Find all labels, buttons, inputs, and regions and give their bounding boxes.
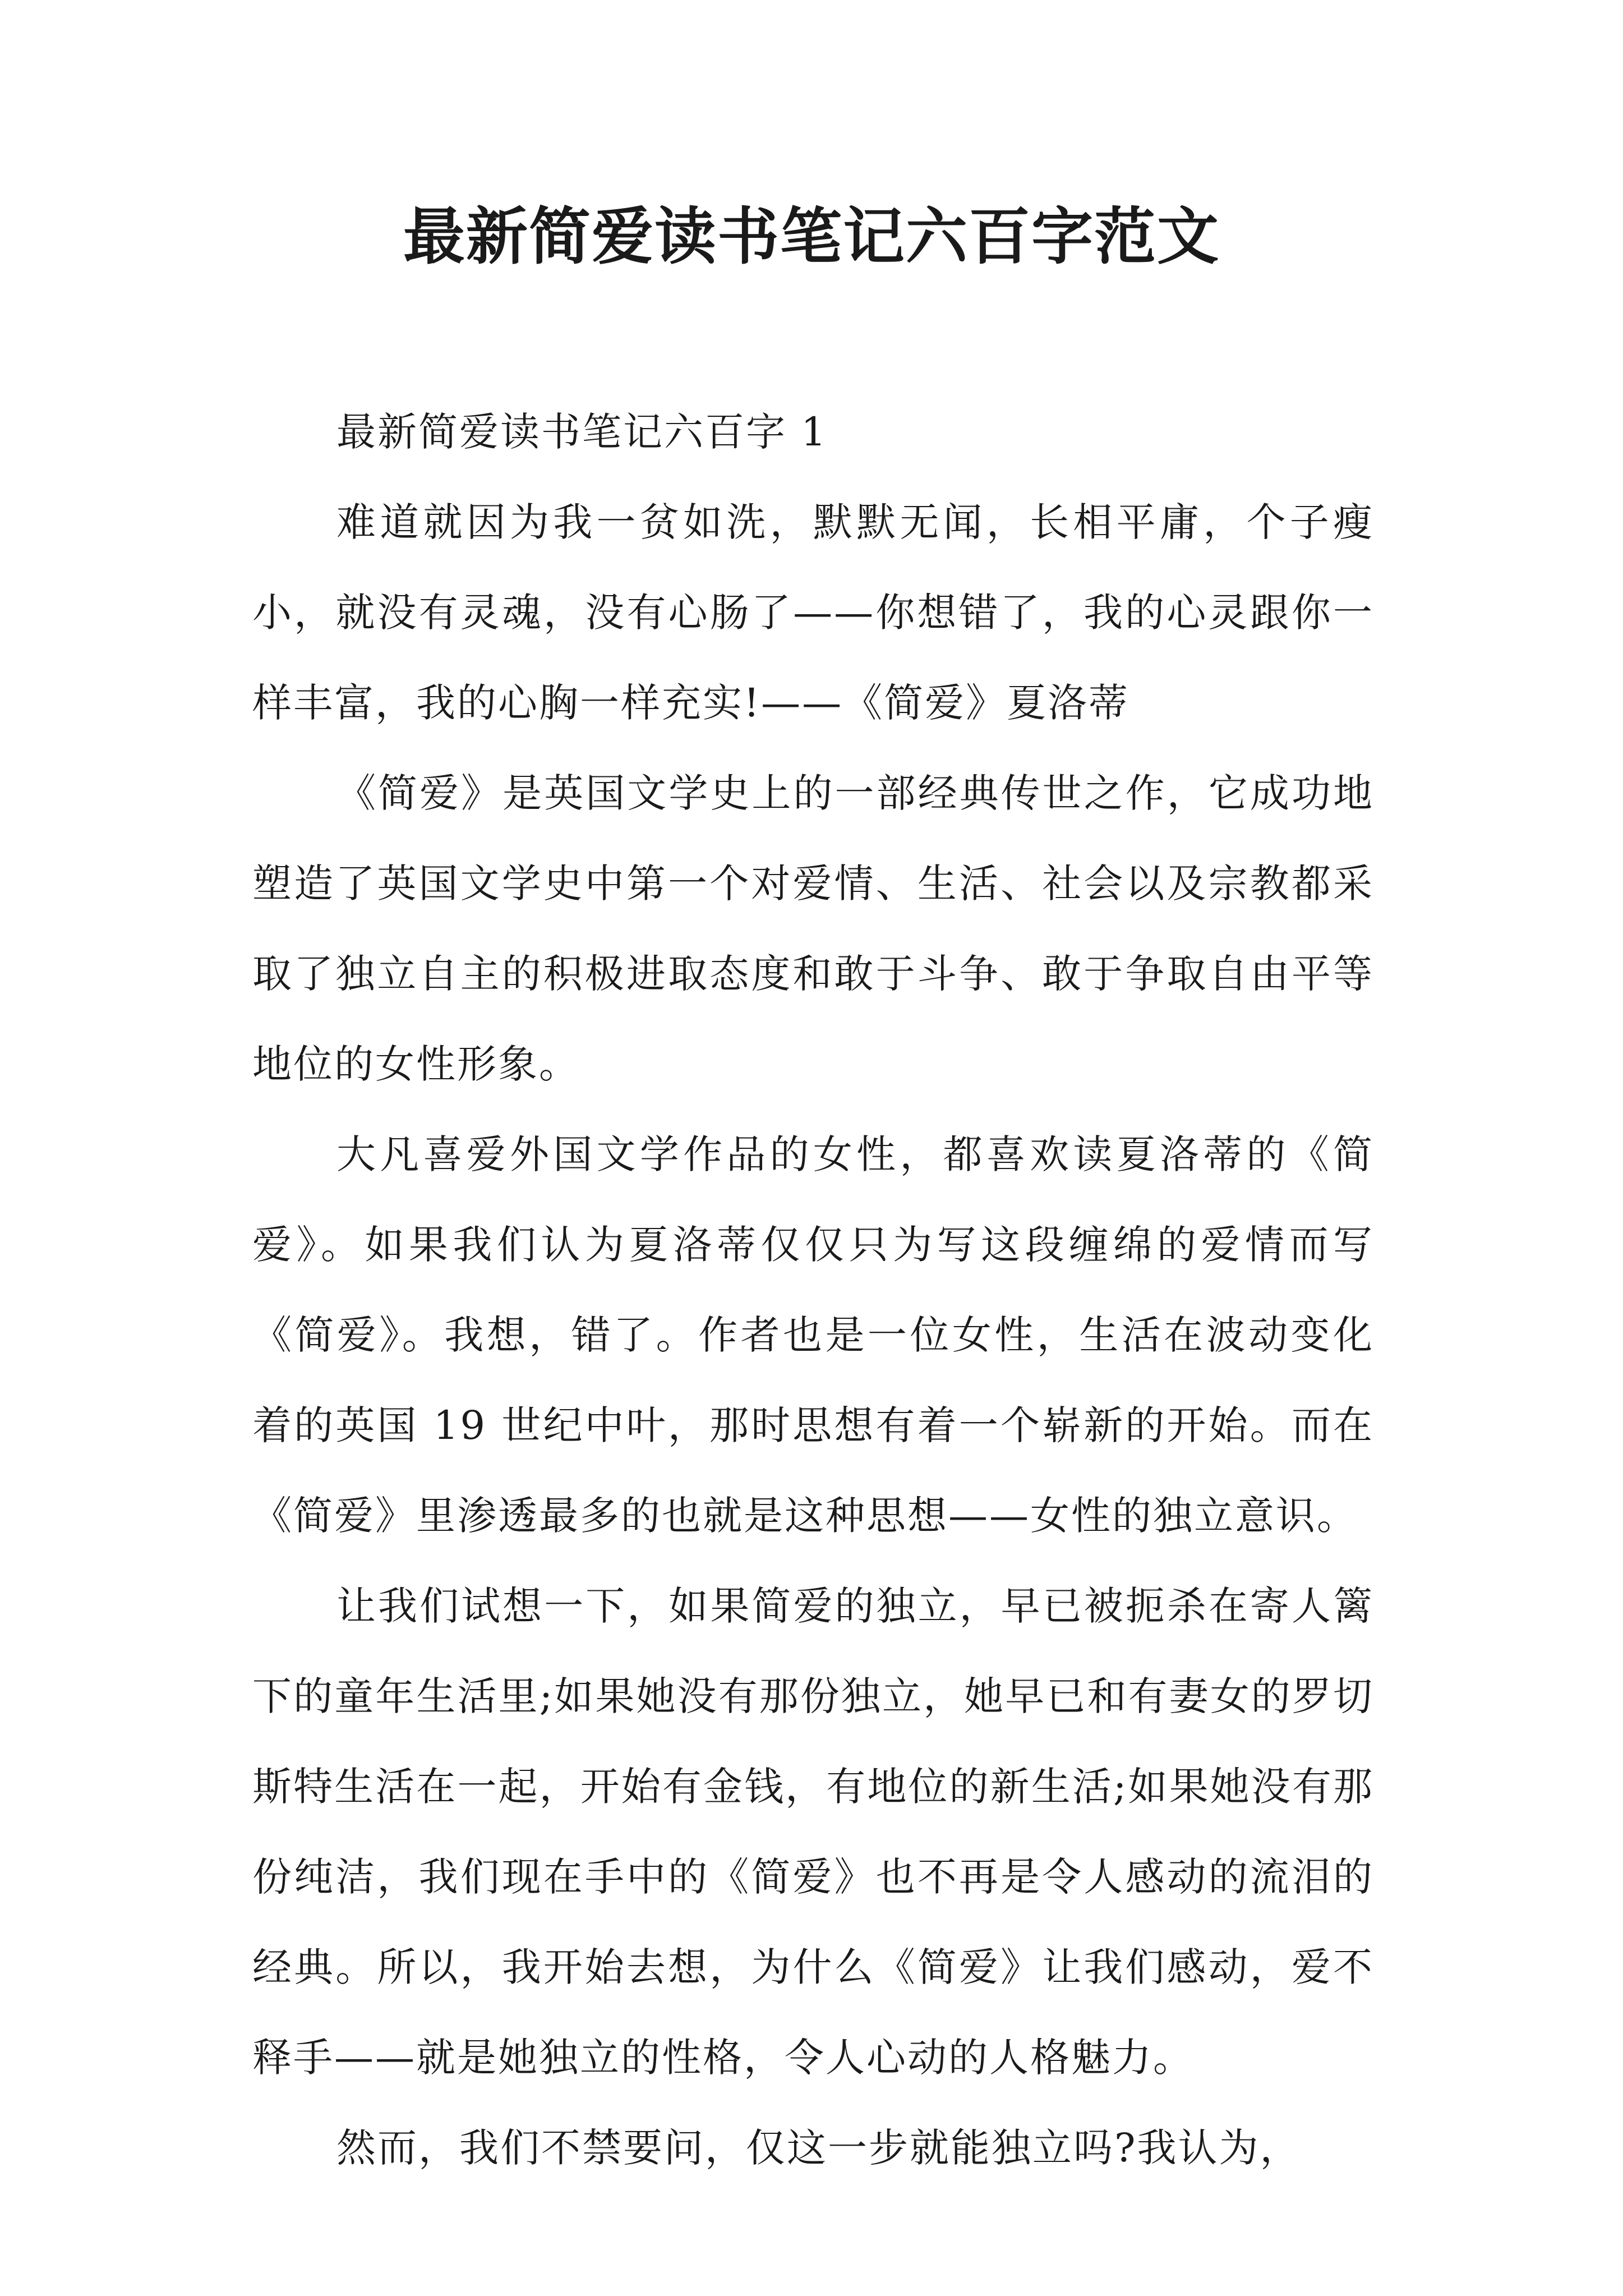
document-body xyxy=(252,387,1374,2193)
paragraph: 让我们试想一下，如果简爱的独立，早已被扼杀在寄人篱下的童年生活里;如果她没有那份独立，她早已和有妻女的罗切斯特生活在一起，开始有金钱，有地位的新生活;如果她没有那份纯洁，我们现在手中的《简爱》也不再是令人感动的流泪的经典。所以，我开始去想，为什么《简爱》让我们感动，爱不释手——就是她独立的性格，令人心动的人格魅力。 xyxy=(252,1583,1374,2081)
paragraph: 然而，我们不禁要问，仅这一步就能独立吗?我认为， xyxy=(336,2125,1301,2171)
document-title: 最新简爱读书笔记六百字范文 xyxy=(403,200,1220,273)
paragraph: 大凡喜爱外国文学作品的女性，都喜欢读夏洛蒂的《简爱》。如果我们认为夏洛蒂仅仅只为写这段缠绵的爱情而写《简爱》。我想，错了。作者也是一位女性，生活在波动变化着的英国 19 世纪中叶，那时思想有着一个崭新的开始。而在《简爱》里渗透最多的也就是这种思想——女性的独立意识。 xyxy=(252,1131,1374,1539)
paragraph: 难道就因为我一贫如洗，默默无闻，长相平庸，个子瘦小，就没有灵魂，没有心肠了——你想错了，我的心灵跟你一样丰富，我的心胸一样充实!——《简爱》夏洛蒂 xyxy=(252,499,1374,726)
paragraph: 《简爱》是英国文学史上的一部经典传世之作，它成功地塑造了英国文学史中第一个对爱情、生活、社会以及宗教都采取了独立自主的积极进取态度和敢于斗争、敢于争取自由平等地位的女性形象。 xyxy=(252,770,1374,1087)
section-heading: 最新简爱读书笔记六百字 1 xyxy=(336,409,828,455)
